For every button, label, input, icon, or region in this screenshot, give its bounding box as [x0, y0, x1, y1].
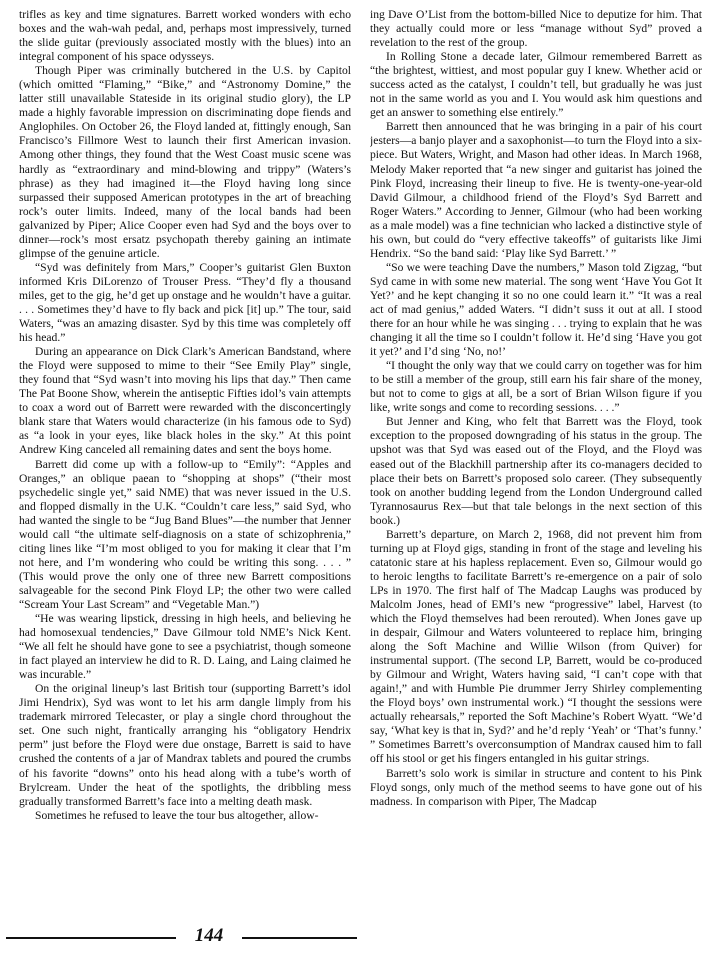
left-paragraph: Sometimes he refused to leave the tour bus altogether, allow- — [35, 808, 319, 822]
right-paragraph: “I thought the only way that we could carry on together was for him to be still a member of the group, still earn his fair share of the money, but not to come to gigs at all, be a sort of Brian Wilson figure if you like, write songs and come to recording sessions. . . .” — [370, 359, 702, 415]
left-paragraph: Though Piper was criminally butchered in the U.S. by Capitol (which omitted “Flaming,” “Bike,” and “Astronomy Domine,” the latter still unavailable Stateside in its original studio glory), the LP made a highly favorable impression on discriminating dope fiends and Anglophiles. On October 26, the Floyd landed at, fittingly enough, San Francisco’s Fillmore West to launch their first American invasion. Among other things, they found that the West Coast music scene was hardly as “extraordinary and mind-blowing and trippy” (Waters’s phrase) as they had imagined it—the Floyd having long since surpassed their supposed American prototypes in the art of breaching rock’s outer limits. Indeed, many of the local bands had been galvanized by Piper; Alice Cooper even had Syd and the boys over to dinner—rock’s most ersatz psychopath thereby gaining an intimate glimpse of the genuine article. — [19, 64, 351, 260]
left-paragraph: trifles as key and time signatures. Barrett worked wonders with echo boxes and the wah-wah pedal, and, perhaps most impressively, turned the slide guitar (previously associated mostly with the blues) into an integral component of his space odysseys. — [19, 8, 351, 64]
right-paragraph: In Rolling Stone a decade later, Gilmour remembered Barrett as “the brightest, wittiest, and most popular guy I knew. Whether acid or success acted as the catalyst, I couldn’t tell, but gradually he was just not in the same world as you and I. You would ask him questions and get an answer to something else entirely.” — [370, 50, 702, 120]
left-column — [19, 8, 351, 923]
left-paragraph: During an appearance on Dick Clark’s American Bandstand, where the Floyd were supposed to mime to their “See Emily Play” single, they found that “Syd wasn’t into moving his lips that day.” Then came The Pat Boone Show, wherein the antiseptic Fifties idol’s vain attempts to coax a word out of Barrett were rewarded with the disconcertingly blank stare that Waters would characterize (in his famous ode to Syd) as “a look in your eyes, like black holes in the sky.” At this point Andrew King canceled all remaining dates and sent the boys home. — [19, 345, 351, 457]
right-column — [370, 8, 702, 923]
right-paragraph: ing Dave O’List from the bottom-billed Nice to deputize for him. That they actually could more or less “manage without Syd” proved a revelation to the rest of the group. — [370, 8, 702, 50]
right-paragraph: “So we were teaching Dave the numbers,” Mason told Zigzag, “but Syd came in with some new material. The song went ‘Have You Got It Yet?’ and he kept changing it so no one could learn it.” “It was a real act of mad genius,” added Waters. “I didn’t suss it out at all. I stood there for an hour while he was singing . . . trying to explain that he was changing it all the time so I couldn’t follow it. He’d sing ‘Have you got it yet?’ and I’d sing ‘No, no!’ — [370, 260, 702, 359]
right-paragraph: Barrett’s departure, on March 2, 1968, did not prevent him from turning up at Floyd gigs, standing in front of the stage and leveling his catatonic stare at his hapless replacement. Even so, Gilmour would go to heroic lengths to facilitate Barrett’s re-emergence on a pair of solo LPs in 1970. The first half of The Madcap Laughs was produced by Malcolm Jones, head of EMI’s new “progressive” label, Harvest (to which the Floyd themselves had been rerouted). When Jones gave up in despair, Gilmour and Waters volunteered to replace him, bringing along the Soft Machine and Willie Wilson (from Quiver) for instrumental support. (The second LP, Barrett, would be co-produced by Gilmour and Wright, Waters having said, “I can’t cope with that again!,” and with Humble Pie drummer Jerry Shirley complementing the Floyd boys’ own instrumental work.) “I thought the sessions were actually rehearsals,” reported the Soft Machine’s Robert Wyatt. “We’d say, ‘What key is that in, Syd?’ and he’d reply ‘Yeah’ or ‘That’s funny.’ ” Sometimes Barrett’s overconsumption of Mandrax caused him to fall off his stool or get his fingers entangled in his guitar strings. — [370, 527, 702, 766]
left-paragraph: “He was wearing lipstick, dressing in high heels, and believing he had homosexual tendencies,” Dave Gilmour told NME’s Nick Kent. “We all felt he should have gone to see a psychiatrist, though someone in fact played an interview he did to R. D. Laing, and Laing claimed he was incurable.” — [19, 612, 351, 682]
page-number: 144 — [194, 925, 224, 946]
right-paragraph: Barrett then announced that he was bringing in a pair of his court jesters—a banjo player and a saxophonist—to turn the Floyd into a six-piece. But Waters, Wright, and Mason had other ideas. In March 1968, Melody Maker reported that “a new singer and guitarist has joined the Pink Floyd, increasing their lineup to five. He is twenty-one-year-old David Gilmour, a childhood friend of the Floyd’s Syd Barrett and Roger Waters.” According to Jenner, Gilmour (who had been working as a male model) was a fine technician who lacked a distinctive style of his own, but could do “very effective takeoffs” of guitarists like Jimi Hendrix. “So the band said: ‘Play like Syd Barrett.’ ” — [370, 120, 702, 260]
left-paragraph: “Syd was definitely from Mars,” Cooper’s guitarist Glen Buxton informed Kris DiLorenzo of Trouser Press. “They’d fly a thousand miles, get to the gig, he’d get up onstage and he wouldn’t have a guitar. . . . Sometimes they’d have to fly back and pick [it] up.” The tour, said Waters, “was an amazing disaster. Syd by this time was completely off his head.” — [19, 260, 351, 345]
folio-rule — [242, 937, 357, 939]
left-paragraph: Barrett did come up with a follow-up to “Emily”: “Apples and Oranges,” an oblique paean to “shopping at shops” (“their most psychedelic single yet,” said NME) that was never issued in the U.S. and flopped dismally in the U.K. “Couldn’t care less,” said Syd, who had wanted the single to be “Jug Band Blues”—the number that Jenner would call “the ultimate self-diagnosis on a state of schizophrenia,” citing lines like “I’m most obliged to you for making it clear that I’m not here, and I’m wondering who could be writing this song. . . . ” (This would prove the only one of three new Barrett compositions salvageable for the second Pink Floyd LP; the other two were called “Scream Your Last Scream” and “Vegetable Man.”) — [19, 457, 351, 611]
right-paragraph: But Jenner and King, who felt that Barrett was the Floyd, took exception to the proposed downgrading of his status in the group. The upshot was that Syd was eased out of the Floyd, and the Floyd was eased out of the Blackhill partnership after its co-managers decided to place their bets on Barrett’s proposed solo career. (They subsequently took on another budding legend from the London Underground called Tyrannosaurus Rex—but that tale belongs in the next section of this book.) — [370, 415, 702, 527]
folio-rule — [6, 937, 176, 939]
right-paragraph: Barrett’s solo work is similar in structure and content to his Pink Floyd songs, only much of the method seems to have gone out of his madness. In comparison with Piper, The Madcap — [370, 766, 702, 808]
left-paragraph: On the original lineup’s last British tour (supporting Barrett’s idol Jimi Hendrix), Syd was wont to let his arm dangle limply from his trademark mirrored Telecaster, or play a single chord throughout the set. One such night, frantically arranging his “obligatory Hendrix perm” just before the Floyd were due onstage, Barrett is said to have crushed the contents of a jar of Mandrax tablets and poured the crumbs of his favorite “downs” onto his head along with a tube’s worth of Brylcream. Under the heat of the spotlights, the dribbling mess gradually transformed Barrett’s face into a melting death mask. — [19, 682, 351, 808]
